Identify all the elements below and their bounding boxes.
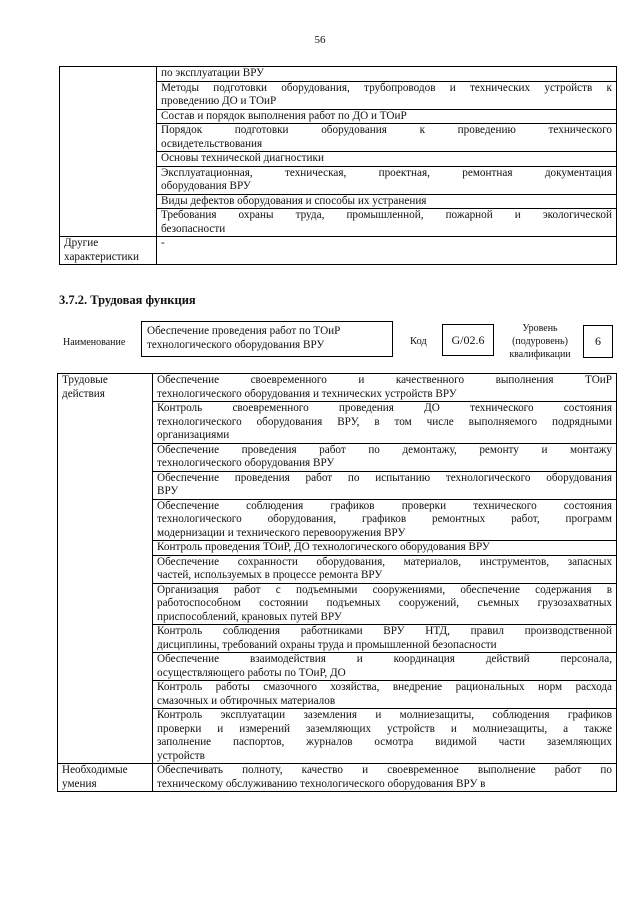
label-line: умения [62, 777, 97, 790]
name-value-line: технологического оборудования ВРУ [147, 339, 325, 351]
text-line: Методы подготовки оборудования, трубопроводов и технических устройств к [161, 81, 612, 94]
requirement-cell [157, 81, 617, 109]
text-line: проведению ДО и ТОиР [161, 95, 277, 107]
text-line: Виды дефектов оборудования и способы их устранения [161, 194, 427, 207]
name-label: Наименование [63, 337, 126, 348]
labor-action-cell [153, 374, 617, 402]
text-line: организациями [157, 429, 230, 441]
text-line: Обеспечение соблюдения графиков проверки технического состояния [157, 499, 612, 512]
text-line: заполнение паспортов, журналов осмотра видимой части заземляющих [157, 736, 612, 748]
requirement-cell [157, 109, 617, 124]
text-line: безопасности [161, 222, 226, 235]
text-line: Обеспечение проведения работ по испытанию технологического оборудования [157, 471, 612, 484]
requirement-cell [157, 67, 617, 82]
requirement-cell [157, 166, 617, 194]
text-line: технологического оборудования и технических устройств ВРУ [157, 387, 457, 400]
text-line: Требования охраны труда, промышленной, пожарной и экологической [161, 209, 612, 221]
text-line: модернизации и технического перевооружения ВРУ [157, 526, 406, 539]
label-line: действия [62, 387, 105, 400]
requirements-table-continued [59, 66, 617, 265]
text-line: освидетельствования [161, 137, 263, 150]
text-line: Контроль проведения ТОиР, ДО технологического оборудования ВРУ [157, 541, 490, 553]
text-line: Основы технической диагностики [161, 152, 324, 164]
labor-action-cell [153, 681, 617, 709]
label-line: Другие [64, 237, 99, 249]
labor-action-cell [153, 471, 617, 499]
labor-function-table [57, 373, 617, 792]
text-line: технологического оборудования ВРУ, в том числе выполняемого подрядными [157, 415, 612, 428]
text-line: оборудования ВРУ [161, 180, 251, 192]
labor-action-cell [153, 402, 617, 444]
skill-cell [153, 764, 617, 792]
code-value-box: G/02.6 [442, 324, 494, 356]
text-line: частей, используемых в процессе ремонта ВРУ [157, 569, 383, 581]
table-row [60, 67, 617, 82]
table-row [58, 374, 617, 402]
table-row [60, 237, 617, 265]
text-line: Эксплуатационная, техническая, проектная, ремонтная документация [161, 166, 612, 179]
requirement-cell [157, 152, 617, 167]
label-line: Трудовые [62, 374, 108, 386]
labor-action-cell [153, 709, 617, 764]
page-number: 56 [314, 34, 326, 46]
required-skills-label [58, 764, 153, 792]
level-label-line: (подуровень) [512, 336, 568, 347]
text-line: Обеспечивать полноту, качество и своевременное выполнение работ по [157, 764, 612, 776]
requirement-cell [157, 194, 617, 209]
text-line: Состав и порядок выполнения работ по ДО и ТОиР [161, 109, 407, 122]
text-line: Обеспечение своевременного и качественного выполнения ТОиР [157, 374, 612, 386]
requirement-cell [157, 124, 617, 152]
text-line: Контроль соблюдения работниками ВРУ НТД, правил производственной [157, 625, 612, 637]
text-line: по эксплуатации ВРУ [161, 67, 265, 79]
labor-actions-label [58, 374, 153, 764]
labor-action-cell [153, 653, 617, 681]
text-line: Обеспечение взаимодействия и координация действий персонала, [157, 653, 612, 665]
name-value-box [141, 321, 393, 357]
text-line: техническому обслуживанию технологического оборудования ВРУ в [157, 777, 486, 790]
table-row [58, 764, 617, 792]
text-line: Обеспечение сохранности оборудования, материалов, инструментов, запасных [157, 555, 612, 568]
text-line: осуществляющего работы по ТОиР, ДО [157, 666, 346, 679]
requirement-cell [157, 209, 617, 237]
text-line: приспособлений, крановых путей ВРУ [157, 610, 342, 623]
level-label-line: квалификации [509, 349, 571, 360]
labor-action-cell [153, 541, 617, 556]
text-line: проверки и измерений заземляющих устройств и молниезащиты, а также [157, 722, 612, 735]
text-line: Контроль эксплуатации заземления и молниезащиты, соблюдения графиков [157, 709, 612, 721]
name-value-line: Обеспечение проведения работ по ТОиР [147, 325, 341, 337]
labor-action-cell [153, 443, 617, 471]
text-line: работоспособном состоянии подъемных сооружений, съемных грузозахватных [157, 597, 612, 609]
text-line: технологического оборудования ВРУ [157, 457, 335, 469]
text-line: устройств [157, 749, 205, 762]
labor-action-cell [153, 583, 617, 625]
labor-action-cell [153, 625, 617, 653]
text-line: Контроль работы смазочного хозяйства, внедрение рациональных норм расхода [157, 681, 612, 693]
label-line: характеристики [64, 250, 139, 263]
other-characteristics-value: - [157, 237, 617, 265]
text-line: Порядок подготовки оборудования к проведению технического [161, 124, 612, 136]
text-line: Контроль своевременного проведения ДО технического состояния [157, 402, 612, 414]
text-line: смазочных и обтирочных материалов [157, 694, 336, 707]
labor-action-cell [153, 555, 617, 583]
level-value-box: 6 [583, 325, 613, 358]
level-label-line: Уровень [522, 323, 558, 334]
section-heading: 3.7.2. Трудовая функция [59, 293, 196, 307]
text-line: Обеспечение проведения работ по демонтажу, ремонту и монтажу [157, 443, 612, 456]
labor-action-cell [153, 499, 617, 541]
level-label [505, 322, 575, 361]
label-line: Необходимые [62, 764, 128, 776]
text-line: Организация работ с подъемными сооружениями, обеспечение содержания в [157, 583, 612, 596]
other-characteristics-label [60, 237, 157, 265]
text-line: технологического оборудования, графиков ремонтных работ, программ [157, 513, 612, 525]
text-line: дисциплины, требований охраны труда и промышленной безопасности [157, 638, 497, 651]
code-label: Код [410, 336, 427, 347]
text-line: ВРУ [157, 485, 179, 497]
group-label-cell [60, 67, 157, 237]
